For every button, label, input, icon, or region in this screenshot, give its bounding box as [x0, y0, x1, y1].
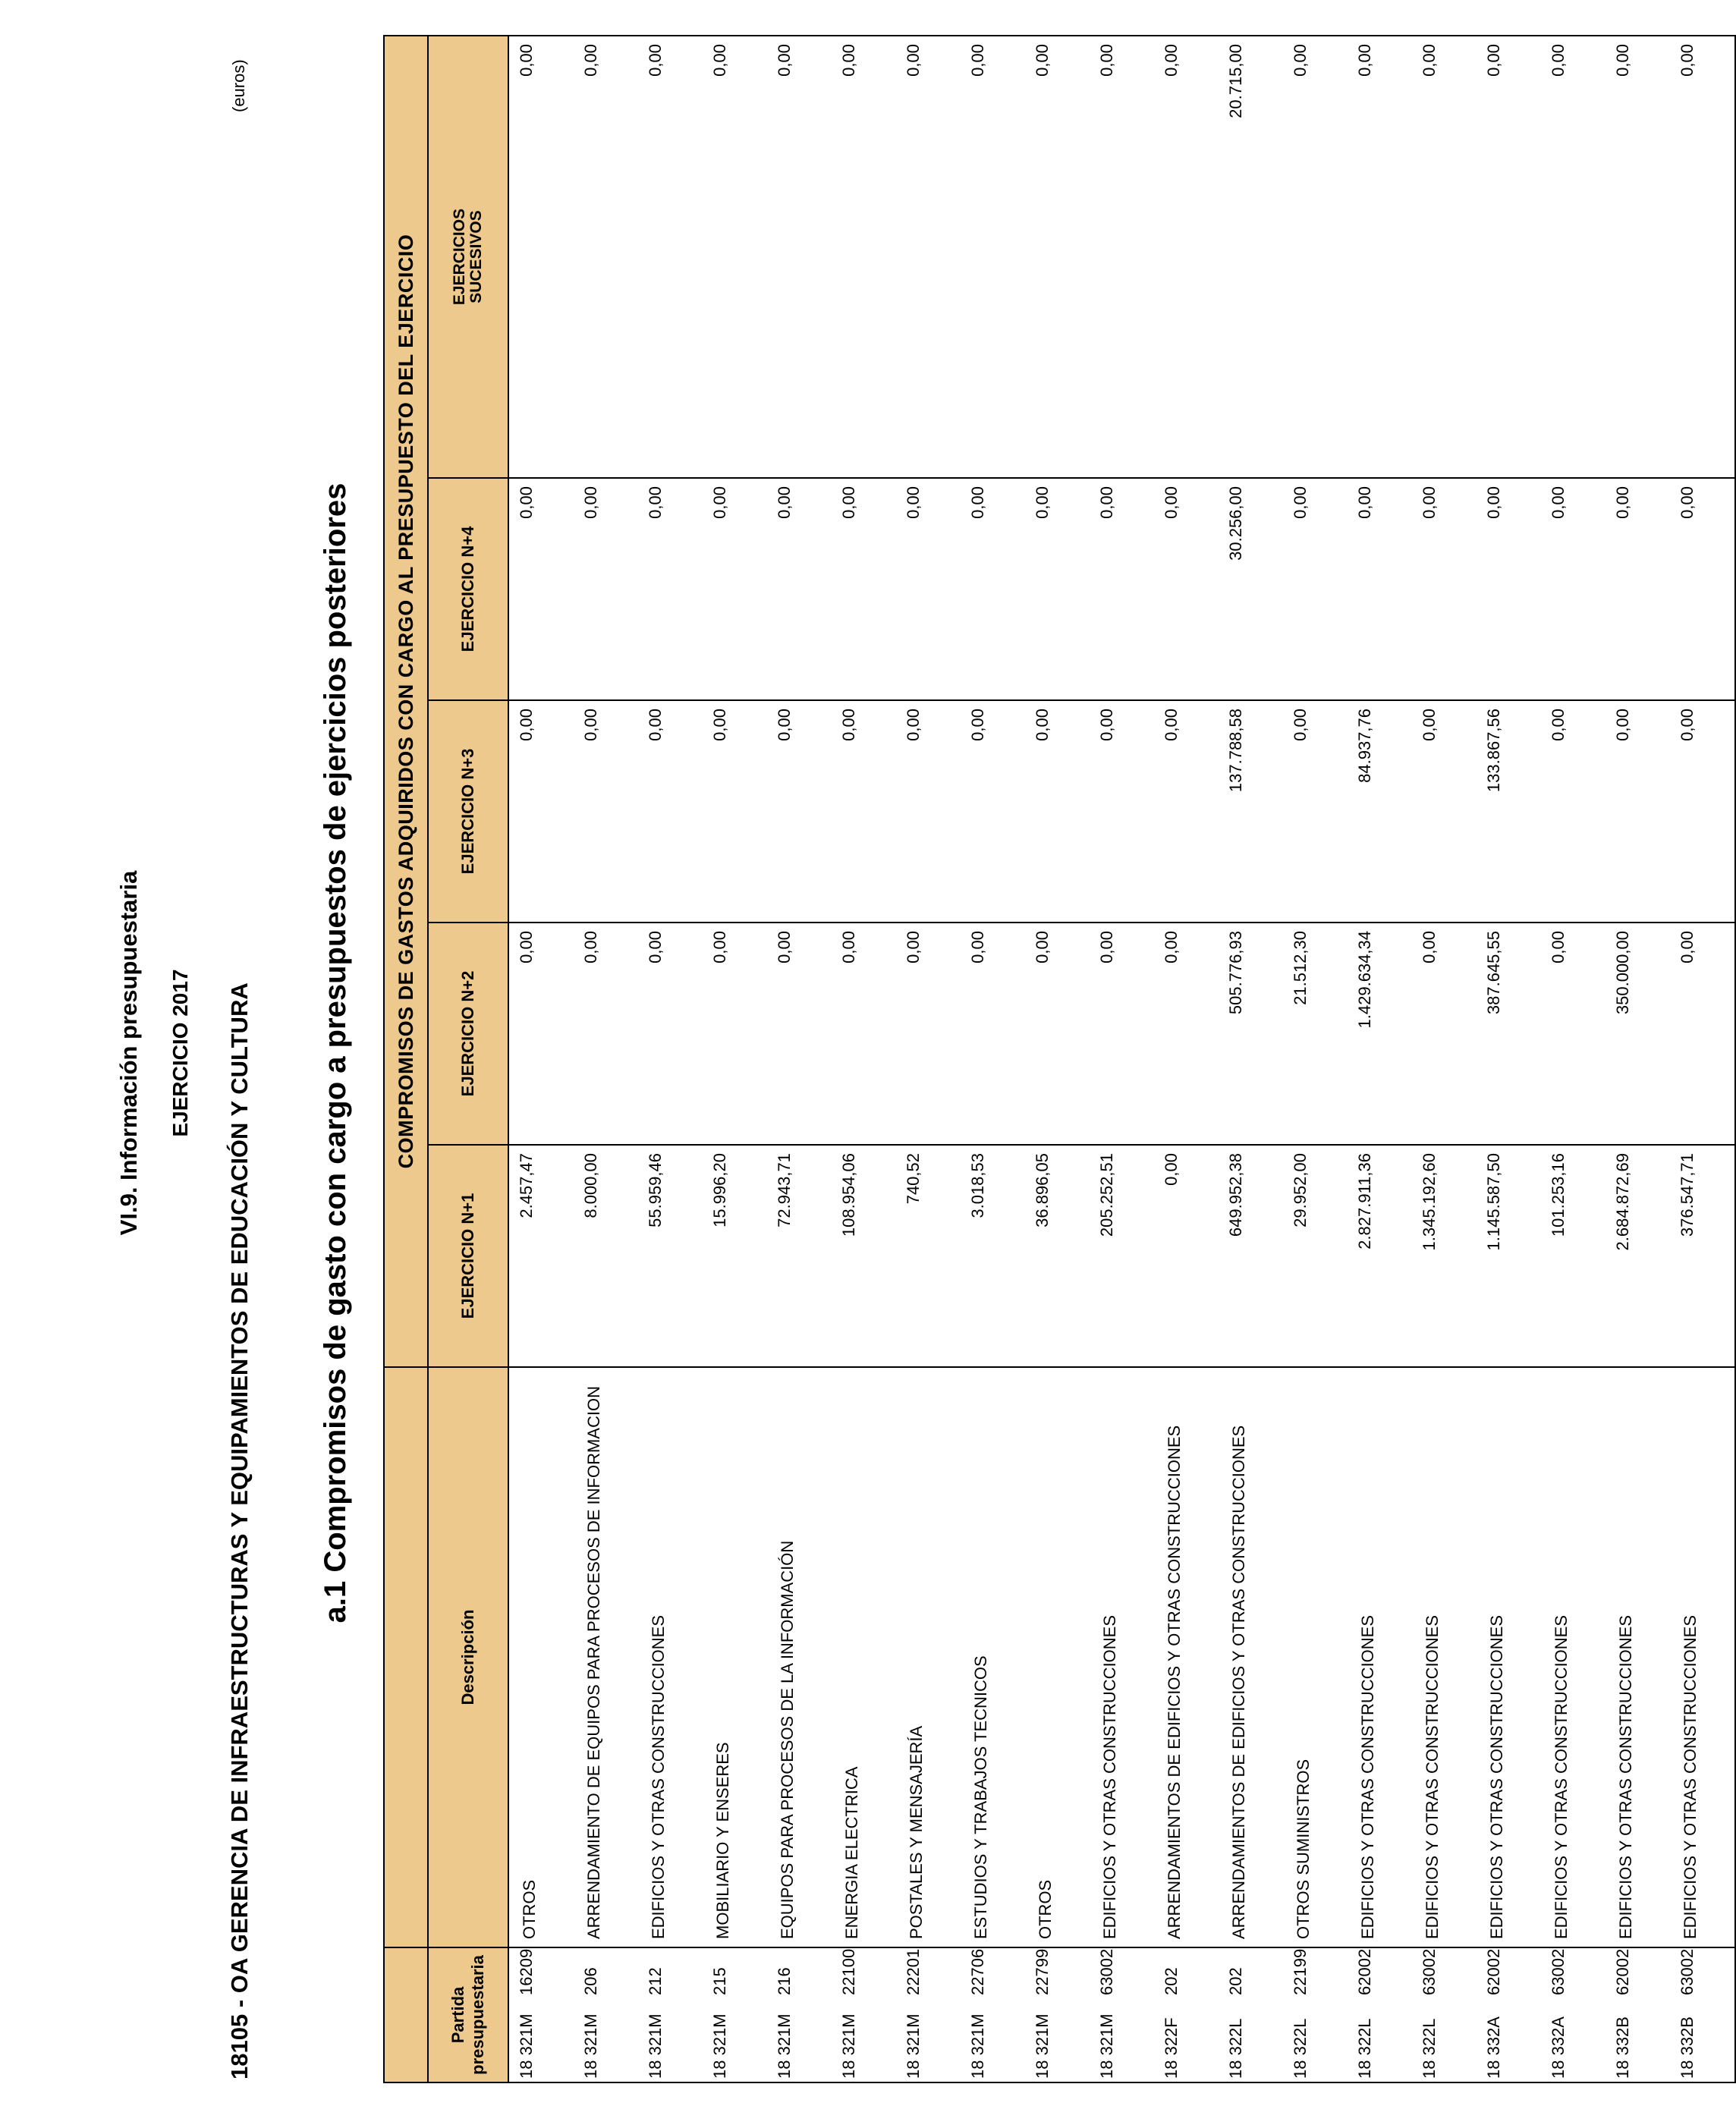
table-row	[767, 36, 832, 2082]
amount-cell-n2: 0,00	[1670, 923, 1735, 1145]
amount-cell-n2: 0,00	[1541, 923, 1605, 1145]
partida-cell	[638, 1947, 703, 2082]
table-row	[703, 36, 767, 2082]
amount-cell-n4: 30.256,00	[1219, 478, 1283, 700]
amount-cell-n1: 0,00	[1154, 1145, 1219, 1367]
programa-code: 18 332A	[1549, 2016, 1568, 2079]
amount-cell-n2: 1.429.634,34	[1348, 923, 1412, 1145]
programa-code: 18 321M	[646, 2013, 665, 2079]
amount-cell-n3: 0,00	[1541, 700, 1605, 923]
amount-cell-n1: 36.896,05	[1025, 1145, 1090, 1367]
programa-code: 18 322F	[1162, 2017, 1181, 2079]
amount-cell-n2: 0,00	[574, 923, 638, 1145]
amount-cell-n3: 133.867,56	[1477, 700, 1541, 923]
amount-cell-n3: 84.937,76	[1348, 700, 1412, 923]
programa-code: 18 321M	[968, 2013, 987, 2079]
amount-cell-n4: 0,00	[767, 478, 832, 700]
col-header-n3: EJERCICIO N+3	[428, 700, 508, 923]
col-header-n4: EJERCICIO N+4	[428, 478, 508, 700]
amount-cell-n4: 0,00	[1605, 478, 1670, 700]
amount-cell-n3: 0,00	[1154, 700, 1219, 923]
table-row	[1090, 36, 1154, 2082]
programa-code: 18 321M	[1097, 2013, 1116, 2079]
amount-cell-n3: 137.788,58	[1219, 700, 1283, 923]
table-row	[1283, 36, 1348, 2082]
descripcion-cell: EDIFICIOS Y OTRAS CONSTRUCCIONES	[1412, 1367, 1477, 1947]
partida-cell	[1219, 1947, 1283, 2082]
amount-cell-n4: 0,00	[961, 478, 1025, 700]
amount-cell-n3: 0,00	[638, 700, 703, 923]
amount-cell-n2: 505.776,93	[1219, 923, 1283, 1145]
col-header-n1: EJERCICIO N+1	[428, 1145, 508, 1367]
table-row	[961, 36, 1025, 2082]
partida-cell	[1348, 1947, 1412, 2082]
descripcion-cell: ARRENDAMIENTOS DE EDIFICIOS Y OTRAS CONSTRUCCIONES	[1219, 1367, 1283, 1947]
amount-cell-n4: 0,00	[1477, 478, 1541, 700]
amount-cell-sucesivos: 0,00	[1605, 36, 1670, 478]
col-header-descripcion: Descripción	[428, 1367, 508, 1947]
table-row	[1154, 36, 1219, 2082]
concepto-code: 22201	[904, 1948, 923, 1995]
amount-cell-n4: 0,00	[1283, 478, 1348, 700]
descripcion-cell: EQUIPOS PARA PROCESOS DE LA INFORMACIÓN	[767, 1367, 832, 1947]
entity-name: 18105 - OA GERENCIA DE INFRAESTRUCTURAS Y EQUIPAMIENTOS DE EDUCACIÓN Y CULTURA	[226, 982, 253, 2079]
amount-cell-sucesivos: 0,00	[1670, 36, 1735, 478]
programa-code: 18 332B	[1613, 2016, 1632, 2079]
amount-cell-n4: 0,00	[832, 478, 896, 700]
amount-cell-n4: 0,00	[1154, 478, 1219, 700]
amount-cell-n3: 0,00	[1090, 700, 1154, 923]
table-row	[896, 36, 961, 2082]
amount-cell-n4: 0,00	[1670, 478, 1735, 700]
amount-cell-sucesivos: 0,00	[961, 36, 1025, 478]
partida-cell	[1605, 1947, 1670, 2082]
partida-cell	[1025, 1947, 1090, 2082]
concepto-code: 62002	[1613, 1948, 1632, 1995]
amount-cell-sucesivos: 0,00	[896, 36, 961, 478]
table-row	[638, 36, 703, 2082]
amount-cell-n2: 0,00	[832, 923, 896, 1145]
amount-cell-n1: 15.996,20	[703, 1145, 767, 1367]
programa-code: 18 322L	[1291, 2018, 1310, 2079]
partida-cell	[1412, 1947, 1477, 2082]
amount-cell-n3: 0,00	[1412, 700, 1477, 923]
programa-code: 18 321M	[710, 2013, 729, 2079]
descripcion-cell: OTROS	[1025, 1367, 1090, 1947]
concepto-code: 22199	[1291, 1948, 1310, 1995]
partida-cell	[1283, 1947, 1348, 2082]
amount-cell-n3: 0,00	[508, 700, 574, 923]
amount-cell-n3: 0,00	[703, 700, 767, 923]
section-title: a.1 Compromisos de gasto con cargo a presupuestos de ejercicios posteriores	[319, 482, 352, 1624]
amount-cell-n1: 72.943,71	[767, 1145, 832, 1367]
amount-cell-n3: 0,00	[574, 700, 638, 923]
amount-cell-n2: 0,00	[1154, 923, 1219, 1145]
descripcion-cell: EDIFICIOS Y OTRAS CONSTRUCCIONES	[1670, 1367, 1735, 1947]
amount-cell-n2: 0,00	[1412, 923, 1477, 1145]
amount-cell-sucesivos: 0,00	[703, 36, 767, 478]
amount-cell-n1: 649.952,38	[1219, 1145, 1283, 1367]
amount-cell-sucesivos: 0,00	[1348, 36, 1412, 478]
amount-cell-n1: 740,52	[896, 1145, 961, 1367]
descripcion-cell: ESTUDIOS Y TRABAJOS TECNICOS	[961, 1367, 1025, 1947]
amount-cell-n2: 0,00	[1090, 923, 1154, 1145]
amount-cell-n1: 8.000,00	[574, 1145, 638, 1367]
table-row	[1348, 36, 1412, 2082]
header-blank-cell	[384, 1367, 428, 1947]
descripcion-cell: ENERGIA ELECTRICA	[832, 1367, 896, 1947]
col-header-n2: EJERCICIO N+2	[428, 923, 508, 1145]
amount-cell-n1: 1.145.587,50	[1477, 1145, 1541, 1367]
commitments-table	[383, 35, 1736, 2083]
concepto-code: 16209	[517, 1948, 536, 1995]
currency-unit: (euros)	[229, 59, 248, 112]
partida-cell	[574, 1947, 638, 2082]
amount-cell-n3: 0,00	[1283, 700, 1348, 923]
descripcion-cell: ARRENDAMIENTOS DE EDIFICIOS Y OTRAS CONSTRUCCIONES	[1154, 1367, 1219, 1947]
amount-cell-n1: 55.959,46	[638, 1145, 703, 1367]
table-row	[1670, 36, 1735, 2082]
partida-cell	[832, 1947, 896, 2082]
descripcion-cell: ARRENDAMIENTO DE EQUIPOS PARA PROCESOS DE INFORMACION	[574, 1367, 638, 1947]
amount-cell-sucesivos: 0,00	[1154, 36, 1219, 478]
descripcion-cell: OTROS SUMINISTROS	[1283, 1367, 1348, 1947]
partida-cell	[1670, 1947, 1735, 2082]
col-header-partida: Partida presupuestaria	[428, 1947, 508, 2082]
partida-cell	[961, 1947, 1025, 2082]
descripcion-cell: MOBILIARIO Y ENSERES	[703, 1367, 767, 1947]
col-header-sucesivos-text: EJERCICIOS SUCESIVOS	[451, 208, 485, 306]
concepto-code: 206	[581, 1967, 600, 1995]
amount-cell-sucesivos: 0,00	[832, 36, 896, 478]
amount-cell-n2: 350.000,00	[1605, 923, 1670, 1145]
amount-cell-n1: 205.252,51	[1090, 1145, 1154, 1367]
concepto-code: 62002	[1484, 1948, 1503, 1995]
partida-cell	[508, 1947, 574, 2082]
amount-cell-sucesivos: 0,00	[1541, 36, 1605, 478]
programa-code: 18 321M	[1033, 2013, 1052, 2079]
programa-code: 18 321M	[581, 2013, 600, 2079]
partida-cell	[896, 1947, 961, 2082]
amount-cell-n3: 0,00	[832, 700, 896, 923]
concepto-code: 215	[710, 1967, 729, 1995]
col-header-sucesivos	[428, 36, 508, 478]
amount-cell-n4: 0,00	[1025, 478, 1090, 700]
descripcion-cell: EDIFICIOS Y OTRAS CONSTRUCCIONES	[1090, 1367, 1154, 1947]
amount-cell-n4: 0,00	[1412, 478, 1477, 700]
amount-cell-n2: 0,00	[638, 923, 703, 1145]
amount-cell-n3: 0,00	[961, 700, 1025, 923]
programa-code: 18 321M	[839, 2013, 858, 2079]
descripcion-cell: OTROS	[508, 1367, 574, 1947]
descripcion-cell: POSTALES Y MENSAJERÍA	[896, 1367, 961, 1947]
amount-cell-n4: 0,00	[1541, 478, 1605, 700]
concepto-code: 22799	[1033, 1948, 1052, 1995]
amount-cell-n2: 0,00	[703, 923, 767, 1145]
amount-cell-n1: 2.457,47	[508, 1145, 574, 1367]
amount-cell-sucesivos: 0,00	[1025, 36, 1090, 478]
amount-cell-sucesivos: 0,00	[508, 36, 574, 478]
amount-cell-n1: 1.345.192,60	[1412, 1145, 1477, 1367]
amount-cell-n4: 0,00	[574, 478, 638, 700]
amount-cell-n1: 2.684.872,69	[1605, 1145, 1670, 1367]
amount-cell-sucesivos: 0,00	[767, 36, 832, 478]
partida-cell	[1541, 1947, 1605, 2082]
partida-cell	[1154, 1947, 1219, 2082]
descripcion-cell: EDIFICIOS Y OTRAS CONSTRUCCIONES	[1541, 1367, 1605, 1947]
table-row	[1541, 36, 1605, 2082]
concepto-code: 63002	[1420, 1948, 1439, 1995]
fiscal-year: EJERCICIO 2017	[168, 969, 192, 1137]
descripcion-cell: EDIFICIOS Y OTRAS CONSTRUCCIONES	[1605, 1367, 1670, 1947]
programa-code: 18 332A	[1484, 2016, 1503, 2079]
programa-code: 18 322L	[1226, 2018, 1245, 2079]
descripcion-cell: EDIFICIOS Y OTRAS CONSTRUCCIONES	[1348, 1367, 1412, 1947]
amount-cell-sucesivos: 0,00	[638, 36, 703, 478]
amount-cell-n4: 0,00	[638, 478, 703, 700]
concepto-code: 202	[1226, 1967, 1245, 1995]
amount-cell-n1: 376.547,71	[1670, 1145, 1735, 1367]
partida-cell	[703, 1947, 767, 2082]
partida-cell	[767, 1947, 832, 2082]
concepto-code: 22100	[839, 1948, 858, 1995]
amount-cell-n4: 0,00	[1348, 478, 1412, 700]
partida-cell	[1090, 1947, 1154, 2082]
concepto-code: 63002	[1097, 1948, 1116, 1995]
table-row	[1219, 36, 1283, 2082]
amount-cell-n4: 0,00	[896, 478, 961, 700]
concepto-code: 202	[1162, 1967, 1181, 1995]
table-row	[574, 36, 638, 2082]
programa-code: 18 322L	[1355, 2018, 1374, 2079]
table-row	[1605, 36, 1670, 2082]
amount-cell-n1: 29.952,00	[1283, 1145, 1348, 1367]
amount-cell-n4: 0,00	[508, 478, 574, 700]
amount-cell-sucesivos: 0,00	[1412, 36, 1477, 478]
partida-cell	[1477, 1947, 1541, 2082]
amount-cell-n2: 387.645,55	[1477, 923, 1541, 1145]
amount-cell-n1: 101.253,16	[1541, 1145, 1605, 1367]
amount-cell-n4: 0,00	[703, 478, 767, 700]
table-row	[508, 36, 574, 2082]
amount-cell-sucesivos: 0,00	[574, 36, 638, 478]
amount-cell-n2: 0,00	[961, 923, 1025, 1145]
amount-cell-n3: 0,00	[1670, 700, 1735, 923]
amount-cell-n3: 0,00	[1025, 700, 1090, 923]
amount-cell-n4: 0,00	[1090, 478, 1154, 700]
amount-cell-n2: 0,00	[1025, 923, 1090, 1145]
amount-cell-sucesivos: 0,00	[1090, 36, 1154, 478]
descripcion-cell: EDIFICIOS Y OTRAS CONSTRUCCIONES	[1477, 1367, 1541, 1947]
amount-cell-n3: 0,00	[896, 700, 961, 923]
amount-cell-n3: 0,00	[767, 700, 832, 923]
table-row	[1412, 36, 1477, 2082]
concepto-code: 63002	[1549, 1948, 1568, 1995]
table-row	[832, 36, 896, 2082]
amount-cell-n2: 21.512,30	[1283, 923, 1348, 1145]
concepto-code: 62002	[1355, 1948, 1374, 1995]
amount-cell-n2: 0,00	[896, 923, 961, 1145]
amount-cell-n2: 0,00	[508, 923, 574, 1145]
programa-code: 18 321M	[517, 2013, 536, 2079]
table-row	[1477, 36, 1541, 2082]
programa-code: 18 321M	[775, 2013, 794, 2079]
concepto-code: 22706	[968, 1948, 987, 1995]
report-title: VI.9. Información presupuestaria	[115, 870, 142, 1236]
group-header: COMPROMISOS DE GASTOS ADQUIRIDOS CON CARGO AL PRESUPUESTO DEL EJERCICIO	[384, 36, 428, 1367]
programa-code: 18 321M	[904, 2013, 923, 2079]
concepto-code: 63002	[1678, 1948, 1697, 1995]
amount-cell-n1: 108.954,06	[832, 1145, 896, 1367]
amount-cell-n1: 3.018,53	[961, 1145, 1025, 1367]
amount-cell-sucesivos: 20.715,00	[1219, 36, 1283, 478]
amount-cell-sucesivos: 0,00	[1477, 36, 1541, 478]
header-blank-cell	[384, 1947, 428, 2082]
concepto-code: 212	[646, 1967, 665, 1995]
amount-cell-n2: 0,00	[767, 923, 832, 1145]
amount-cell-n3: 0,00	[1605, 700, 1670, 923]
amount-cell-n1: 2.827.911,36	[1348, 1145, 1412, 1367]
programa-code: 18 322L	[1420, 2018, 1439, 2079]
concepto-code: 216	[775, 1967, 794, 1995]
amount-cell-sucesivos: 0,00	[1283, 36, 1348, 478]
descripcion-cell: EDIFICIOS Y OTRAS CONSTRUCCIONES	[638, 1367, 703, 1947]
table-row	[1025, 36, 1090, 2082]
programa-code: 18 332B	[1678, 2016, 1697, 2079]
